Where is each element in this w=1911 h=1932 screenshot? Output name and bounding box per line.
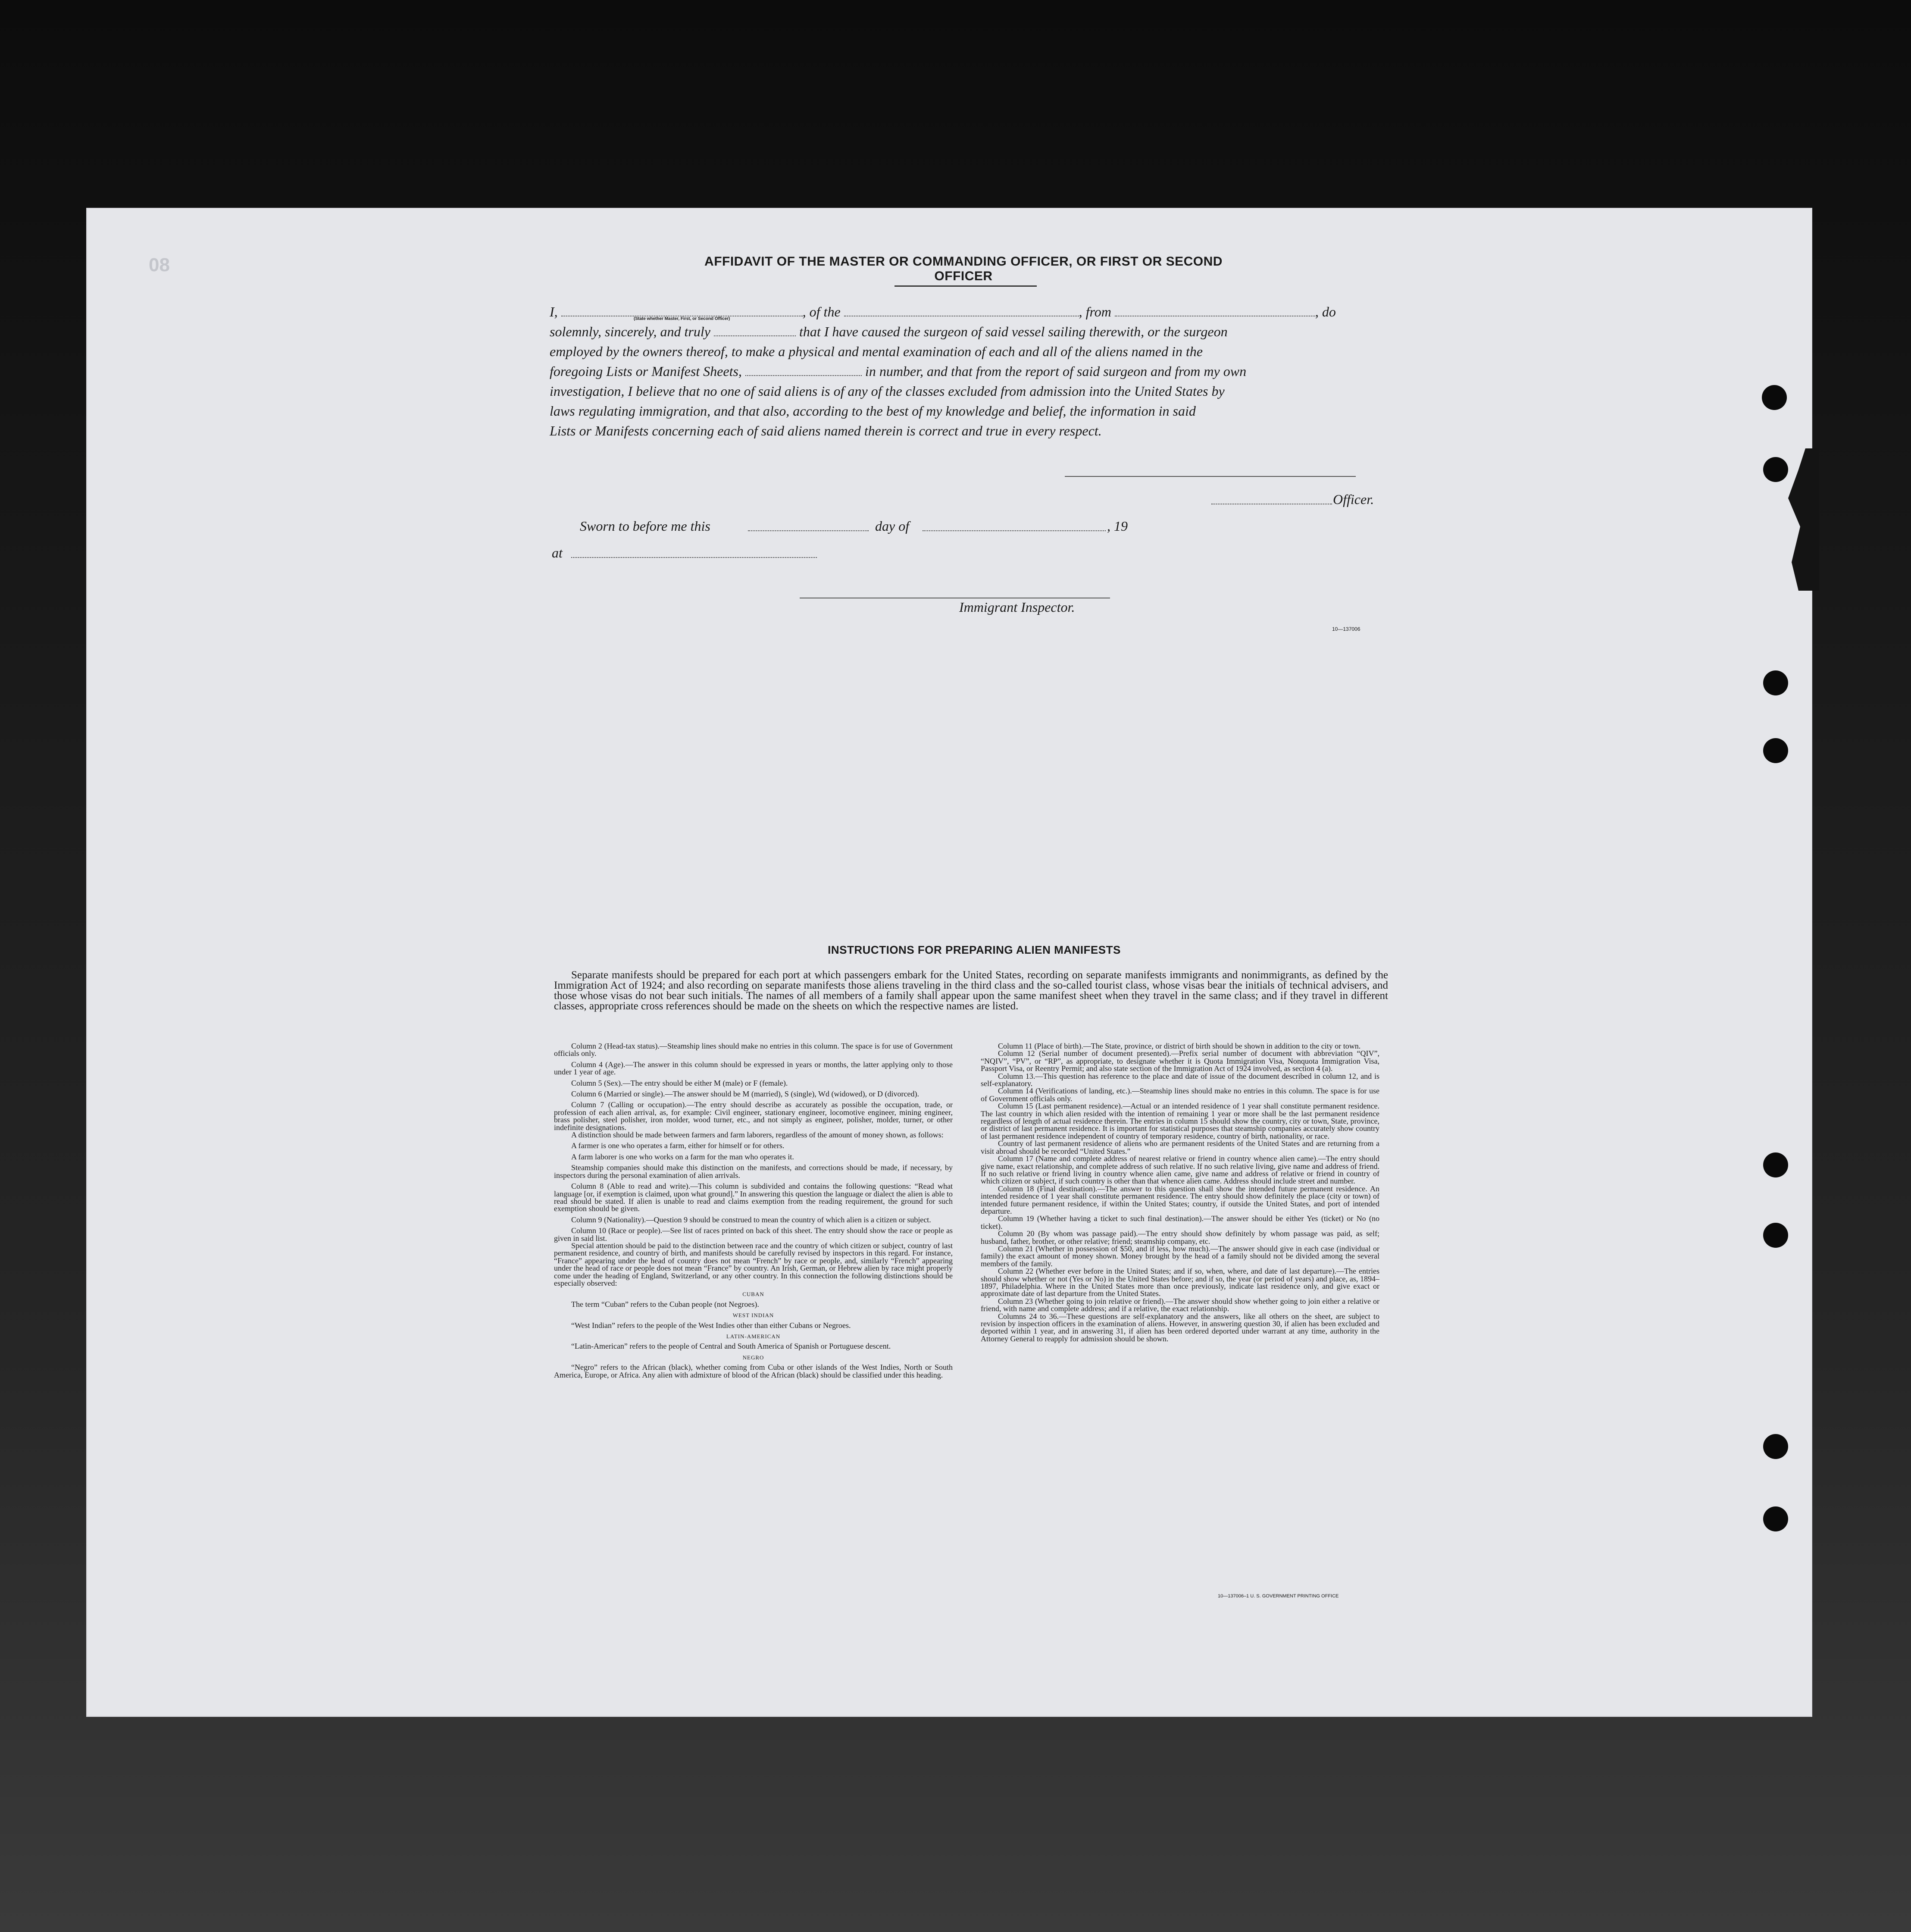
sheet-count-blank (745, 364, 862, 376)
punch-hole (1763, 1506, 1788, 1531)
column-12-note: Column 12 (Serial number of document presented).—Prefix serial number of document with abbreviation “QIV”, “NQIV”, “PV”, or “RP”, as appropriate, to designate whether it is Quota Immigration Visa, Nonquota Immigration Visa, Passport Visa, or Reentry Permit; and also state section of the Immigration Act of 1924 involved, as section 4 (a). (981, 1049, 1379, 1073)
affidavit-line-2 (550, 322, 1386, 341)
rank-note: (State whether Master, First, or Second Officer) (634, 316, 730, 321)
inspector-label: Immigrant Inspector. (959, 599, 1075, 615)
negro-heading: NEGRO (742, 1354, 764, 1361)
negro-definition: “Negro” refers to the African (black), whether coming from Cuba or other islands of the West Indies, North or South America, Europe, or Africa. Any alien with admixture of blood of the African (black) should be classified under this heading. (554, 1363, 953, 1379)
column-14-note: Column 14 (Verifications of landing, etc.).—Steamship lines should make no entries in this column. The space is for use of Government officials only. (981, 1087, 1379, 1103)
instructions-title: INSTRUCTIONS FOR PREPARING ALIEN MANIFESTS (828, 943, 1121, 956)
column-9-note: Column 9 (Nationality).—Question 9 should be construed to mean the country of which alien is a citizen or subject. (571, 1215, 931, 1224)
at-label: at (552, 545, 563, 560)
punch-hole (1763, 1223, 1788, 1248)
affidavit-line-7: Lists or Manifests concerning each of said aliens named therein is correct and true in every respect. (550, 423, 1102, 438)
columns-24-36-note: Columns 24 to 36.—These questions are self-explanatory and the answers, like all others on the sheet, are subject to revision by inspection officers in the examination of aliens. However, in answering question 30, if alien has been excluded and deported within 1 year, and in answering 31, if alien has been ordered deported under warrant at any time, authority in the Attorney General to reapply for admission should be shown. (981, 1312, 1379, 1343)
affidavit-line-5: investigation, I believe that no one of said aliens is of any of the classes excluded from admission into the United States by (550, 383, 1225, 399)
affidavit-text: that I have caused the surgeon of said vessel sailing therewith, or the surgeon (799, 324, 1228, 339)
officer-label: Officer. (1333, 492, 1374, 507)
column-20-note: Column 20 (By whom was passage paid).—The entry should show definitely by whom passage was paid, as self; husband, father, brother, or other relative; friend; steamship company, etc. (981, 1229, 1379, 1246)
west-indian-heading: WEST INDIAN (732, 1312, 774, 1319)
affidavit-text: in number, and that from the report of said surgeon and from my own (865, 363, 1247, 379)
faint-stamp: 08 (149, 254, 170, 276)
column-15-note: Column 15 (Last permanent residence).—Actual or an intended residence of 1 year shall constitute permanent residence. The last country in which alien resided with the intention of remaining 1 year or more shall be the last permanent residence regardless of length of actual residence therein. The entries in column 15 should show the country, city or town, State, province, or district of last permanent residence. It is important for statistical purposes that steamship companies accurately show country of last permanent residence independent of country of temporary residence, country of birth, nationality, or race. (981, 1102, 1379, 1140)
column-21-note: Column 21 (Whether in possession of $50, and if less, how much).—The answer should give in each case (individual or family) the exact amount of money shown. Money brought by the head of a family should not be divided among the several members of the family. (981, 1244, 1379, 1268)
us-residence-note: Country of last permanent residence of aliens who are permanent residents of the United States and are returning from a visit abroad should be recorded “United States.” (981, 1139, 1379, 1155)
race-country-note: Special attention should be paid to the distinction between race and the country of which citizen or subject, country of last permanent residence, and country of birth, and manifests should be carefully revised by inspectors in this regard. For instance, “France” appearing under the head of country does not mean “French” by race or people, and, similarly “French” appearing under the head of race or people does not mean “France” by country. An Irish, German, or Hebrew alien by race might properly come under the heading of England, Switzerland, or any other country. In this connection the following distinctions should be especially observed: (554, 1241, 953, 1287)
affidavit-line-4 (550, 361, 1386, 381)
instructions-intro: Separate manifests should be prepared for each port at which passengers embark for the United States, recording on separate manifests immigrants and nonimmigrants, as defined by the Immigration Act of 1924; and also recording on separate manifests those aliens traveling in the third class and the so-called tourist class, whose visas bear the initials of technical advisers, and those whose visas do not bear such initials. The names of all members of a family shall appear upon the same manifest sheet when they travel in the same class; and if they travel in different classes, appropriate cross references should be made on the sheets on which the respective names are listed. (554, 969, 1388, 1012)
steamship-distinction: Steamship companies should make this distinction on the manifests, and corrections should be made, if necessary, by inspectors during the personal examination of alien arrivals. (554, 1163, 953, 1180)
affidavit-body (550, 302, 1386, 441)
column-11-note: Column 11 (Place of birth).—The State, province, or district of birth should be shown in addition to the city or town. (998, 1042, 1361, 1050)
title-underline (895, 285, 1037, 287)
punch-hole (1763, 670, 1788, 695)
affidavit-title: AFFIDAVIT OF THE MASTER OR COMMANDING OFFICER, OR FIRST OR SECOND OFFICER (704, 254, 1223, 283)
sworn-month-blank (923, 530, 1106, 531)
punch-hole (1763, 457, 1788, 482)
form-number: 10—137006 (1332, 626, 1361, 632)
affidavit-text: foregoing Lists or Manifest Sheets, (550, 363, 742, 379)
affidavit-text: , from (1079, 304, 1111, 319)
punch-hole (1763, 1152, 1788, 1177)
column-10-note: Column 10 (Race or people).—See list of races printed on back of this sheet. The entry should show the race or people as given in said list. (554, 1226, 953, 1243)
farm-laborer-definition: A farm laborer is one who works on a farm for the man who operates it. (571, 1152, 794, 1161)
affidavit-text: , of the (802, 304, 841, 319)
officer-rank-blank (561, 304, 803, 316)
affidavit-line-6: laws regulating immigration, and that also, according to the best of my knowledge and belief, the information in said (550, 403, 1196, 419)
latin-american-definition: “Latin-American” refers to the people of Central and South America of Spanish or Portuguese descent. (571, 1342, 891, 1351)
farmer-definition: A farmer is one who operates a farm, either for himself or for others. (571, 1141, 785, 1150)
instructions-right-column (981, 1043, 1379, 1343)
column-17-note: Column 17 (Name and complete address of nearest relative or friend in country whence alien came).—The entry should give name, exact relationship, and complete address of such relative. If no such relative living, give name and address of friend. If no such relative or friend living in country whence alien came, give name and address of relative or friend in country of which citizen or subject, if such country is other than that whence alien came. Address should include street and number. (981, 1154, 1379, 1186)
punch-hole (1763, 738, 1788, 763)
instructions-left-column (554, 1043, 953, 1382)
officer-signature-line (1065, 476, 1356, 477)
column-2-note: Column 2 (Head-tax status).—Steamship lines should make no entries in this column. The space is for use of Government officials only. (554, 1042, 953, 1058)
column-18-note: Column 18 (Final destination).—The answer to this question shall show the intended future permanent residence. An intended residence of 1 year shall constitute permanent residence. The entry should show definitely the place (city or town) of intended future permanent residence, if within the United States; country, if outside the United States, and port of intended departure. (981, 1184, 1379, 1215)
column-7-note: Column 7 (Calling or occupation).—The entry should describe as accurately as possible the occupation, trade, or profession of each alien arrival, as, for example: Civil engineer, stationary engineer, locomotive engineer, mining engineer, brass polisher, steel polisher, iron molder, wood turner, etc., and not simply as engineer, polisher, molder, turner, or other indefinite designations. (554, 1100, 953, 1132)
punch-hole (1763, 1434, 1788, 1459)
affidavit-line-3: employed by the owners thereof, to make a physical and mental examination of each and all of the aliens named in the (550, 344, 1203, 359)
sworn-year: , 19 (1107, 518, 1128, 534)
oath-blank (714, 324, 796, 336)
vessel-name-blank (844, 304, 1079, 316)
latin-american-heading: LATIN-AMERICAN (726, 1333, 781, 1340)
printing-office-footer: 10—137006–1 U. S. GOVERNMENT PRINTING OFFICE (1218, 1594, 1339, 1599)
sworn-day-blank (748, 530, 869, 531)
column-8-note: Column 8 (Able to read and write).—This column is subdivided and contains the following questions: “Read what language [or, if exemption is claimed, upon what ground].” In answering this question the language or dialect the alien is able to read should be stated. If alien is unable to read and claims exemption from the reading requirement, the ground for such exemption should be given. (554, 1182, 953, 1213)
column-13-note: Column 13.—This question has reference to the place and date of issue of the document described in column 12, and is self-explanatory. (981, 1071, 1379, 1088)
sworn-day-of: day of (875, 518, 910, 534)
west-indian-definition: “West Indian” refers to the people of the West Indies other than either Cubans or Negroes. (571, 1321, 851, 1330)
farmer-distinction: A distinction should be made between farmers and farm laborers, regardless of the amount of money shown, as follows: (571, 1130, 944, 1140)
sworn-text: Sworn to before me this (580, 518, 710, 534)
cuban-heading: CUBAN (742, 1291, 764, 1298)
column-6-note: Column 6 (Married or single).—The answer should be M (married), S (single), Wd (widowed), or D (divorced). (571, 1090, 919, 1099)
column-4-note: Column 4 (Age).—The answer in this column should be expressed in years or months, the latter applying only to those under 1 year of age. (554, 1060, 953, 1077)
column-19-note: Column 19 (Whether having a ticket to such final destination).—The answer should be either Yes (ticket) or No (no ticket). (981, 1214, 1379, 1231)
affidavit-text: , do (1315, 304, 1336, 319)
column-5-note: Column 5 (Sex).—The entry should be either M (male) or F (female). (571, 1078, 788, 1087)
affidavit-text: I, (550, 304, 558, 319)
column-22-note: Column 22 (Whether ever before in the United States; and if so, when, where, and date of last departure).—The entries should show whether or not (Yes or No) in the United States before; and if so, the year (or period of years) and place, as, 1894–1897, Philadelphia. Where in the United States more than once previously, indicate last residence only, and give exact or approximate date of last departure from the United States. (981, 1267, 1379, 1298)
column-23-note: Column 23 (Whether going to join relative or friend).—The answer should show whether going to join either a relative or friend, with name and complete address; and if a relative, the exact relationship. (981, 1296, 1379, 1313)
cuban-definition: The term “Cuban” refers to the Cuban people (not Negroes). (571, 1299, 759, 1309)
at-place-blank (571, 557, 817, 558)
port-blank (1115, 304, 1315, 316)
affidavit-text: solemnly, sincerely, and truly (550, 324, 710, 339)
punch-hole (1762, 385, 1787, 410)
